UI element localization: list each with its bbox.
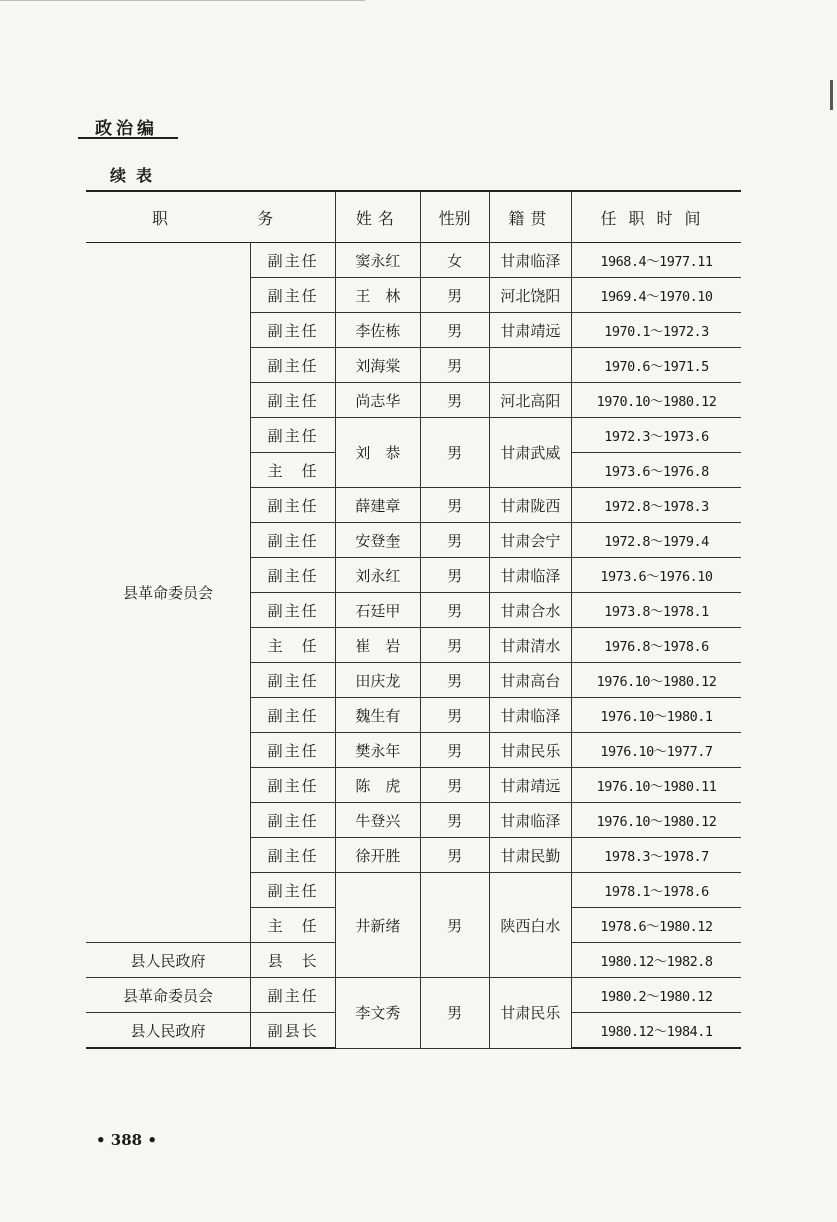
position-cell: 副主任 bbox=[251, 838, 336, 873]
position-cell: 副主任 bbox=[251, 558, 336, 593]
sex-cell: 男 bbox=[420, 313, 489, 348]
origin-cell: 甘肃临泽 bbox=[489, 558, 571, 593]
org-cell: 县革命委员会 bbox=[86, 243, 251, 943]
sex-cell: 男 bbox=[420, 523, 489, 558]
section-underline bbox=[78, 137, 178, 139]
position-cell: 副主任 bbox=[251, 768, 336, 803]
position-cell: 副主任 bbox=[251, 803, 336, 838]
position-cell: 主 任 bbox=[251, 908, 336, 943]
officials-table bbox=[86, 190, 741, 1049]
position-cell: 副主任 bbox=[251, 593, 336, 628]
table-caption: 续表 bbox=[110, 166, 163, 185]
section-title: 政治编 bbox=[95, 119, 158, 139]
term-cell: 1970.1～1972.3 bbox=[571, 313, 741, 348]
table-row bbox=[86, 243, 741, 278]
sex-cell: 男 bbox=[420, 558, 489, 593]
sex-cell: 男 bbox=[420, 348, 489, 383]
org-cell: 县人民政府 bbox=[86, 1013, 251, 1049]
name-cell: 井新绪 bbox=[336, 873, 420, 978]
origin-cell: 甘肃民勤 bbox=[489, 838, 571, 873]
header-duty bbox=[86, 191, 336, 243]
position-cell: 副主任 bbox=[251, 698, 336, 733]
org-cell: 县革命委员会 bbox=[86, 978, 251, 1013]
header-origin: 籍贯 bbox=[489, 191, 571, 243]
header-sex: 性别 bbox=[420, 191, 489, 243]
origin-cell bbox=[489, 348, 571, 383]
origin-cell: 河北饶阳 bbox=[489, 278, 571, 313]
position-cell: 副主任 bbox=[251, 383, 336, 418]
name-cell: 魏生有 bbox=[336, 698, 420, 733]
position-cell: 副主任 bbox=[251, 278, 336, 313]
position-cell: 主 任 bbox=[251, 453, 336, 488]
sex-cell: 男 bbox=[420, 838, 489, 873]
origin-cell: 甘肃靖远 bbox=[489, 313, 571, 348]
position-cell: 副主任 bbox=[251, 243, 336, 278]
origin-cell: 甘肃会宁 bbox=[489, 523, 571, 558]
term-cell: 1980.12～1984.1 bbox=[571, 1013, 741, 1049]
sex-cell: 男 bbox=[420, 488, 489, 523]
sex-cell: 男 bbox=[420, 628, 489, 663]
position-cell: 副主任 bbox=[251, 348, 336, 383]
header-duty-char-2: 务 bbox=[257, 208, 276, 228]
position-cell: 副主任 bbox=[251, 978, 336, 1013]
term-cell: 1973.8～1978.1 bbox=[571, 593, 741, 628]
position-cell: 县 长 bbox=[251, 943, 336, 978]
term-cell: 1978.3～1978.7 bbox=[571, 838, 741, 873]
org-cell: 县人民政府 bbox=[86, 943, 251, 978]
sex-cell: 男 bbox=[420, 733, 489, 768]
term-cell: 1976.10～1977.7 bbox=[571, 733, 741, 768]
name-cell: 陈 虎 bbox=[336, 768, 420, 803]
name-cell: 刘永红 bbox=[336, 558, 420, 593]
position-cell: 主 任 bbox=[251, 628, 336, 663]
table-row bbox=[86, 978, 741, 1013]
origin-cell: 甘肃靖远 bbox=[489, 768, 571, 803]
position-cell: 副主任 bbox=[251, 418, 336, 453]
name-cell: 田庆龙 bbox=[336, 663, 420, 698]
origin-cell: 甘肃高台 bbox=[489, 663, 571, 698]
table-header-row bbox=[86, 191, 741, 243]
origin-cell: 甘肃民乐 bbox=[489, 733, 571, 768]
position-cell: 副主任 bbox=[251, 663, 336, 698]
term-cell: 1976.10～1980.12 bbox=[571, 663, 741, 698]
term-cell: 1972.8～1979.4 bbox=[571, 523, 741, 558]
position-cell: 副主任 bbox=[251, 733, 336, 768]
name-cell: 窦永红 bbox=[336, 243, 420, 278]
sex-cell: 男 bbox=[420, 418, 489, 488]
name-cell: 尚志华 bbox=[336, 383, 420, 418]
term-cell: 1969.4～1970.10 bbox=[571, 278, 741, 313]
name-cell: 崔 岩 bbox=[336, 628, 420, 663]
scan-edge-mark bbox=[830, 80, 833, 110]
position-cell: 副主任 bbox=[251, 873, 336, 908]
scan-top-line bbox=[0, 0, 365, 1]
term-cell: 1976.10～1980.12 bbox=[571, 803, 741, 838]
term-cell: 1978.6～1980.12 bbox=[571, 908, 741, 943]
origin-cell: 甘肃民乐 bbox=[489, 978, 571, 1049]
sex-cell: 男 bbox=[420, 383, 489, 418]
term-cell: 1980.12～1982.8 bbox=[571, 943, 741, 978]
page-number: • 388 • bbox=[96, 1131, 157, 1149]
sex-cell: 男 bbox=[420, 278, 489, 313]
header-time: 任职时间 bbox=[571, 191, 741, 243]
sex-cell: 男 bbox=[420, 978, 489, 1049]
term-cell: 1980.2～1980.12 bbox=[571, 978, 741, 1013]
origin-cell: 陕西白水 bbox=[489, 873, 571, 978]
term-cell: 1970.6～1971.5 bbox=[571, 348, 741, 383]
origin-cell: 甘肃武威 bbox=[489, 418, 571, 488]
origin-cell: 甘肃陇西 bbox=[489, 488, 571, 523]
origin-cell: 甘肃合水 bbox=[489, 593, 571, 628]
header-name: 姓名 bbox=[336, 191, 420, 243]
term-cell: 1976.10～1980.1 bbox=[571, 698, 741, 733]
term-cell: 1968.4～1977.11 bbox=[571, 243, 741, 278]
term-cell: 1970.10～1980.12 bbox=[571, 383, 741, 418]
sex-cell: 男 bbox=[420, 698, 489, 733]
origin-cell: 甘肃临泽 bbox=[489, 243, 571, 278]
position-cell: 副主任 bbox=[251, 313, 336, 348]
name-cell: 李佐栋 bbox=[336, 313, 420, 348]
origin-cell: 甘肃临泽 bbox=[489, 698, 571, 733]
sex-cell: 男 bbox=[420, 663, 489, 698]
term-cell: 1972.8～1978.3 bbox=[571, 488, 741, 523]
term-cell: 1973.6～1976.8 bbox=[571, 453, 741, 488]
name-cell: 刘海棠 bbox=[336, 348, 420, 383]
term-cell: 1973.6～1976.10 bbox=[571, 558, 741, 593]
term-cell: 1978.1～1978.6 bbox=[571, 873, 741, 908]
name-cell: 牛登兴 bbox=[336, 803, 420, 838]
name-cell: 刘 恭 bbox=[336, 418, 420, 488]
origin-cell: 甘肃清水 bbox=[489, 628, 571, 663]
name-cell: 王 林 bbox=[336, 278, 420, 313]
position-cell: 副县长 bbox=[251, 1013, 336, 1049]
header-duty-char-1: 职 bbox=[152, 208, 171, 228]
name-cell: 薛建章 bbox=[336, 488, 420, 523]
name-cell: 樊永年 bbox=[336, 733, 420, 768]
sex-cell: 男 bbox=[420, 803, 489, 838]
position-cell: 副主任 bbox=[251, 488, 336, 523]
position-cell: 副主任 bbox=[251, 523, 336, 558]
origin-cell: 甘肃临泽 bbox=[489, 803, 571, 838]
name-cell: 徐开胜 bbox=[336, 838, 420, 873]
term-cell: 1972.3～1973.6 bbox=[571, 418, 741, 453]
sex-cell: 女 bbox=[420, 243, 489, 278]
name-cell: 李文秀 bbox=[336, 978, 420, 1049]
name-cell: 安登奎 bbox=[336, 523, 420, 558]
term-cell: 1976.8～1978.6 bbox=[571, 628, 741, 663]
sex-cell: 男 bbox=[420, 593, 489, 628]
origin-cell: 河北高阳 bbox=[489, 383, 571, 418]
term-cell: 1976.10～1980.11 bbox=[571, 768, 741, 803]
name-cell: 石廷甲 bbox=[336, 593, 420, 628]
sex-cell: 男 bbox=[420, 768, 489, 803]
sex-cell: 男 bbox=[420, 873, 489, 978]
